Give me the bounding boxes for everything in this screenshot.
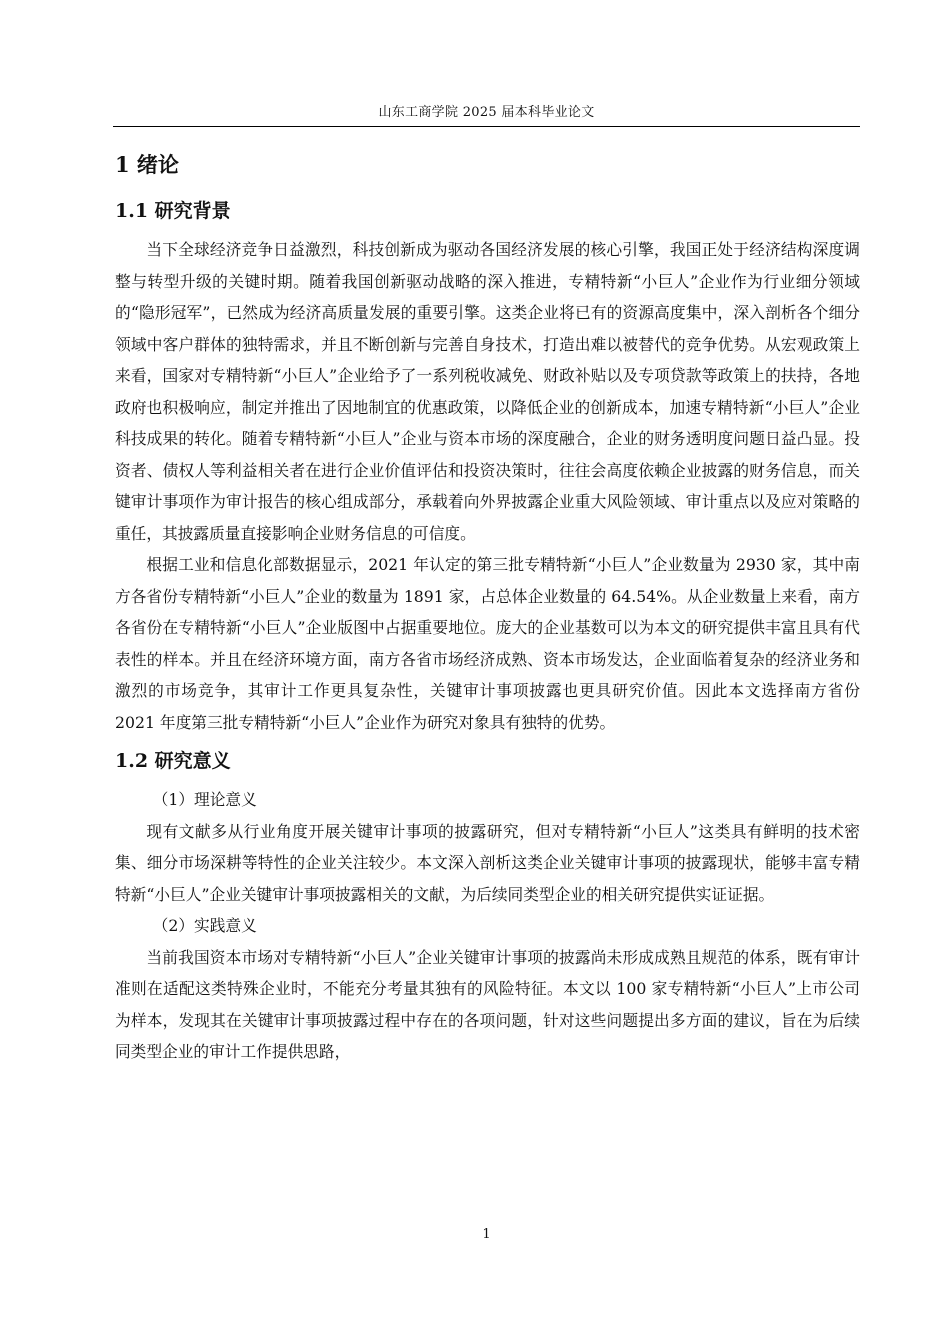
practical-significance-paragraph: 当前我国资本市场对专精特新“小巨人”企业关键审计事项的披露尚未形成成熟且规范的体系，既有审计准则在适配这类特殊企业时，不能充分考量其独有的风险特征。本文以 100 家专精特新“小巨人”上市公司为样本，发现其在关键审计事项披露过程中存在的各项问题，针对这些问题提出多方面的建议，旨在为后续同类型企业的审计工作提供思路，: [115, 947, 860, 1061]
background-paragraph-1: 当下全球经济竞争日益激烈，科技创新成为驱动各国经济发展的核心引擎，我国正处于经济结构深度调整与转型升级的关键时期。随着我国创新驱动战略的深入推进，专精特新“小巨人”企业作为行业细分领域的“隐形冠军”，已然成为经济高质量发展的重要引擎。这类企业将已有的资源高度集中，深入剖析各个细分领域中客户群体的独特需求，并且不断创新与完善自身技术，打造出难以被替代的竞争优势。从宏观政策上来看，国家对专精特新“小巨人”企业给予了一系列税收减免、财政补贴以及专项贷款等政策上的扶持，各地政府也积极响应，制定并推出了因地制宜的优惠政策，以降低企业的创新成本，加速专精特新“小巨人”企业科技成果的转化。随着专精特新“小巨人”企业与资本市场的深度融合，企业的财务透明度问题日益凸显。投资者、债权人等利益相关者在进行企业价值评估和投资决策时，往往会高度依赖企业披露的财务信息，而关键审计事项作为审计报告的核心组成部分，承载着向外界披露企业重大风险领域、审计重点以及应对策略的重任，其披露质量直接影响企业财务信息的可信度。: [115, 240, 860, 543]
chapter-title: 1 绪论: [115, 152, 179, 177]
theoretical-significance-label: （1）理论意义: [152, 790, 257, 809]
practical-significance-label: （2）实践意义: [152, 916, 257, 935]
background-paragraph-2: 根据工业和信息化部数据显示，2021 年认定的第三批专精特新“小巨人”企业数量为 2930 家，其中南方各省份专精特新“小巨人”企业的数量为 1891 家，占总体企业数量的 64.54%。从企业数量上来看，南方各省份在专精特新“小巨人”企业版图中占据重要地位。庞大的企业基数可以为本文的研究提供丰富且具有代表性的样本。并且在经济环境方面，南方各省市场经济成熟、资本市场发达，企业面临着复杂的经济业务和激烈的市场竞争，其审计工作更具复杂性，关键审计事项披露也更具研究价值。因此本文选择南方省份 2021 年度第三批专精特新“小巨人”企业作为研究对象具有独特的优势。: [115, 555, 860, 732]
running-header: 山东工商学院 2025 届本科毕业论文: [378, 105, 595, 120]
page-body: [115, 142, 860, 1068]
section-title-significance: 1.2 研究意义: [115, 750, 231, 772]
theoretical-significance-paragraph: 现有文献多从行业角度开展关键审计事项的披露研究，但对专精特新“小巨人”这类具有鲜明的技术密集、细分市场深耕等特性的企业关注较少。本文深入剖析这类企业关键审计事项的披露现状，能够丰富专精特新“小巨人”企业关键审计事项披露相关的文献，为后续同类型企业的相关研究提供实证证据。: [115, 821, 860, 904]
header-rule: [113, 126, 860, 127]
page-number: 1: [482, 1227, 491, 1242]
section-title-background: 1.1 研究背景: [115, 200, 231, 222]
